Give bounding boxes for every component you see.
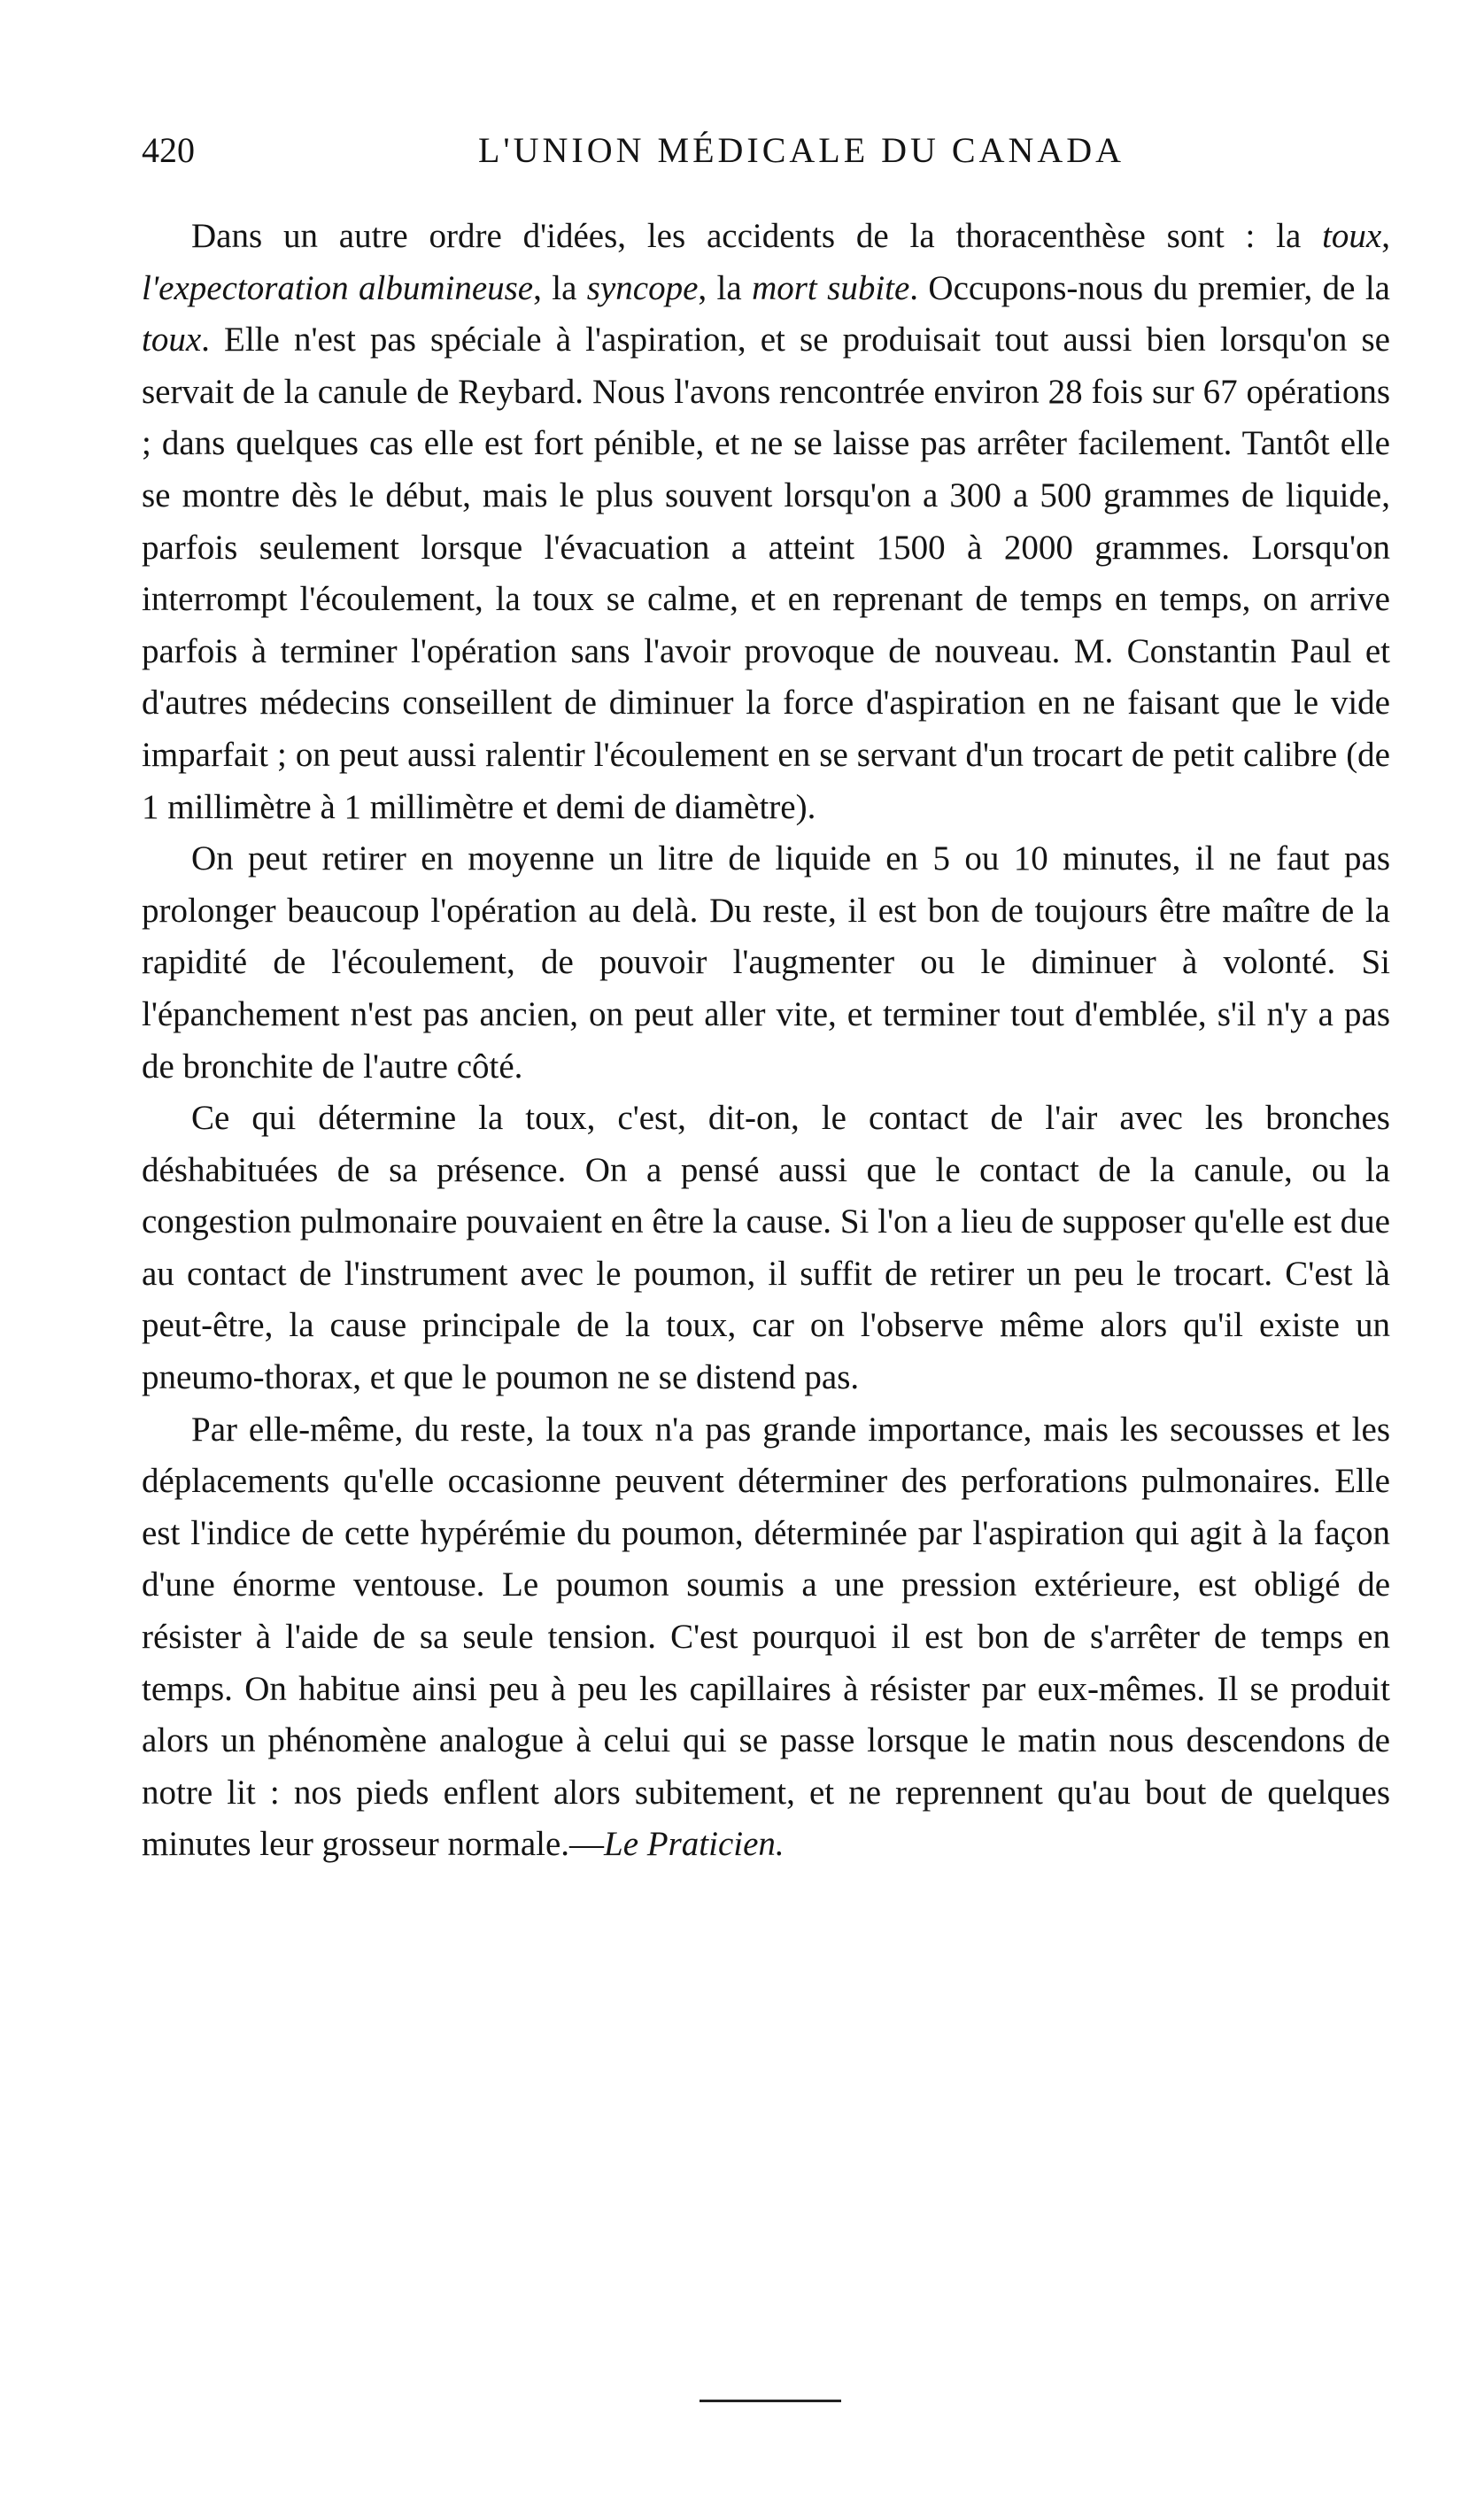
- text-run: . Elle n'est pas spéciale à l'aspiration, et se produisait tout aussi bien lorsqu'on se servait de la canule de Reybard. Nous l'avons rencontrée environ 28 fois sur 67 opérations ; dans quelques cas elle est fort pénible, et ne se laisse pas arrêter facilement. Tantôt elle se montre dès le début, mais le plus souvent lorsqu'on a 300 a 500 grammes de liquide, parfois seulement lorsque l'évacuation a atteint 1500 à 2000 grammes. Lorsqu'on interrompt l'écoulement, la toux se calme, et en reprenant de temps en temps, on arrive parfois à terminer l'opération sans l'avoir provoque de nouveau. M. Constantin Paul et d'autres médecins conseillent de diminuer la force d'aspiration en ne faisant que le vide imparfait ; on peut aussi ralentir l'écoulement en se servant d'un trocart de petit calibre (de 1 millimètre à 1 millimètre et demi de diamètre).: [142, 321, 1390, 826]
- text-run: , la: [698, 268, 753, 307]
- italic-text-run: syncope: [586, 268, 699, 307]
- page-number: 420: [142, 130, 195, 170]
- paragraph-3: [142, 1093, 1390, 1404]
- italic-text-run: mort subite: [752, 268, 910, 307]
- italic-text-run: toux: [142, 321, 202, 359]
- article-body: [142, 211, 1390, 1871]
- running-title: L'UNION MÉDICALE DU CANADA: [478, 130, 1125, 170]
- text-run: On peut retirer en moyenne un litre de liquide en 5 ou 10 minutes, il ne faut pas prolonger beaucoup l'opération au delà. Du reste, il est bon de toujours être maître de la rapidité de l'écoulement, de pouvoir l'augmenter ou le diminuer à volonté. Si l'épanchement n'est pas ancien, on peut aller vite, et terminer tout d'emblée, s'il n'y a pas de bronchite de l'autre côté.: [142, 839, 1390, 1086]
- text-run: Ce qui détermine la toux, c'est, dit-on, le contact de l'air avec les bronches déshabituées de sa présence. On a pensé aussi que le contact de la canule, ou la congestion pulmonaire pouvaient en être la cause. Si l'on a lieu de supposer qu'elle est due au contact de l'instrument avec le poumon, il suffit de retirer un peu le trocart. C'est là peut-être, la cause principale de la toux, car on l'observe même alors qu'il existe un pneumo-thorax, et que le poumon ne se distend pas.: [142, 1099, 1390, 1397]
- text-run: Par elle-même, du reste, la toux n'a pas grande importance, mais les secousses et les déplacements qu'elle occasionne peuvent déterminer des perforations pulmonaires. Elle est l'indice de cette hypérémie du poumon, déterminée par l'aspiration qui agit à la façon d'une énorme ventouse. Le poumon soumis a une pression extérieure, est obligé de résister à l'aide de sa seule tension. C'est pourquoi il est bon de s'arrêter de temps en temps. On habitue ainsi peu à peu les capillaires à résister par eux-mêmes. Il se produit alors un phénomène analogue à celui qui se passe lorsque le matin nous descendons de notre lit : nos pieds enflent alors subitement, et ne reprennent qu'au bout de quelques minutes leur grosseur normale.—: [142, 1410, 1390, 1864]
- document-page: [142, 124, 1390, 1871]
- italic-text-run: toux: [1322, 217, 1382, 255]
- text-run: Dans un autre ordre d'idées, les accidents de la thoracenthèse sont : la: [191, 217, 1323, 255]
- end-rule: [700, 2400, 841, 2402]
- text-run: ,: [1381, 217, 1390, 255]
- paragraph-2: [142, 833, 1390, 1093]
- page-header: [142, 124, 1390, 177]
- paragraph-4: [142, 1404, 1390, 1871]
- text-run: , la: [533, 268, 587, 307]
- paragraph-1: [142, 211, 1390, 833]
- italic-text-run: l'expectoration albumineuse: [142, 268, 534, 307]
- italic-text-run: Le Praticien.: [604, 1825, 785, 1864]
- text-run: . Occupons-nous du premier, de la: [909, 268, 1390, 307]
